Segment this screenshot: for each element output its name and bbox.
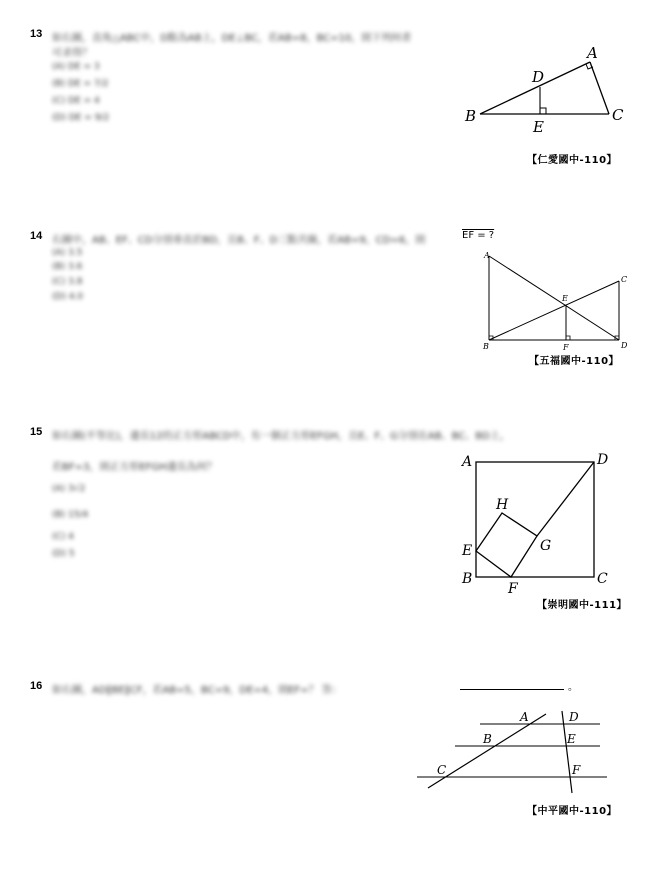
label-g: G: [540, 538, 552, 554]
right-angle-mark-e: [540, 108, 546, 114]
question-13-option-c: (C) DE = 4: [52, 96, 100, 106]
label-h: H: [496, 497, 509, 513]
question-13-option-d: (D) DE = 9/2: [52, 113, 110, 123]
label-e: E: [567, 732, 576, 746]
label-e: E: [533, 118, 544, 136]
label-b: B: [483, 732, 492, 746]
label-c: C: [621, 275, 628, 284]
question-14-number: 14: [30, 230, 43, 242]
question-13-source: 【仁愛國中-110】: [527, 155, 618, 166]
question-16-figure: [412, 704, 612, 796]
label-b: B: [462, 571, 473, 587]
question-13-figure: [455, 40, 635, 140]
label-b: B: [483, 342, 489, 351]
question-13-option-b: (B) DE = 7/2: [52, 79, 109, 89]
right-angle-mark-f: [566, 336, 570, 340]
question-15-stem-line2: 若BF=3，則正方形EFGH邊長為何？: [52, 462, 217, 473]
segment-gd: [537, 462, 594, 536]
label-a: A: [587, 44, 598, 62]
label-c: C: [612, 106, 624, 124]
question-15-number: 15: [30, 426, 43, 438]
question-14-option-c: (C) 3.8: [52, 277, 83, 287]
question-14-option-b: (B) 3.6: [52, 262, 83, 272]
label-e: E: [462, 543, 473, 559]
question-13-number: 13: [30, 28, 43, 40]
question-14-source: 【五福國中-110】: [529, 356, 620, 367]
question-15-option-a: (A) 3√2: [52, 484, 86, 494]
question-15-source: 【崇明國中-111】: [537, 600, 628, 611]
question-15-stem-line1: 如右圖(不等比)，邊長12的正方形ABCD中，有一個正方形EFGH，且E、F、G分別在AB、BC、BD上，: [52, 431, 510, 442]
label-e: E: [562, 294, 568, 303]
label-a: A: [520, 710, 529, 724]
question-14-option-a: (A) 3.5: [52, 248, 83, 258]
label-f: F: [563, 343, 569, 352]
label-f: F: [508, 581, 518, 596]
label-f: F: [572, 763, 581, 777]
label-d: D: [597, 452, 609, 468]
question-15-option-b: (B) 15/4: [52, 510, 89, 520]
question-15-option-c: (C) 4: [52, 532, 74, 542]
segment-bc: [489, 281, 619, 340]
label-d: D: [569, 710, 579, 724]
question-13-stem-line1: 如右圖，直角△ABC中，D點為AB上，DE⊥BC，若AB=8，BC=10，則下列何者: [52, 33, 412, 44]
label-d: D: [532, 68, 545, 86]
label-a: A: [484, 251, 490, 260]
question-16-number: 16: [30, 680, 43, 692]
segment-ac: [590, 62, 609, 114]
question-16-end-mark: 。: [568, 682, 578, 693]
label-a: A: [462, 454, 473, 470]
answer-blank[interactable]: [460, 689, 564, 690]
question-16-source: 【中平國中-110】: [527, 806, 618, 817]
square-abcd: [476, 462, 594, 577]
question-13-stem-line2: 可求得？: [52, 48, 92, 59]
question-14-option-d: (D) 4.0: [52, 292, 84, 302]
square-efgh: [476, 513, 537, 577]
label-c: C: [437, 763, 447, 777]
ef-overline: EF = ?: [462, 230, 495, 241]
question-16-stem: 如右圖，AD∥BE∥CF，若AB=5，BC=9，DE=4，則EF=？ 答：: [52, 685, 342, 696]
question-15-figure: [455, 448, 625, 596]
question-15-option-d: (D) 5: [52, 549, 75, 559]
question-14-stem-tail: [462, 230, 494, 241]
question-13-option-a: (A) DE = 3: [52, 62, 100, 72]
label-c: C: [597, 571, 608, 587]
label-d: D: [621, 341, 628, 350]
label-b: B: [465, 107, 477, 125]
question-14-stem: 右圖中，AB、EF、CD分別垂直於BD，且B、F、D三點共線，若AB=9，CD=6，則: [52, 235, 426, 246]
segment-ad: [489, 256, 619, 340]
question-14-figure: [478, 248, 633, 354]
